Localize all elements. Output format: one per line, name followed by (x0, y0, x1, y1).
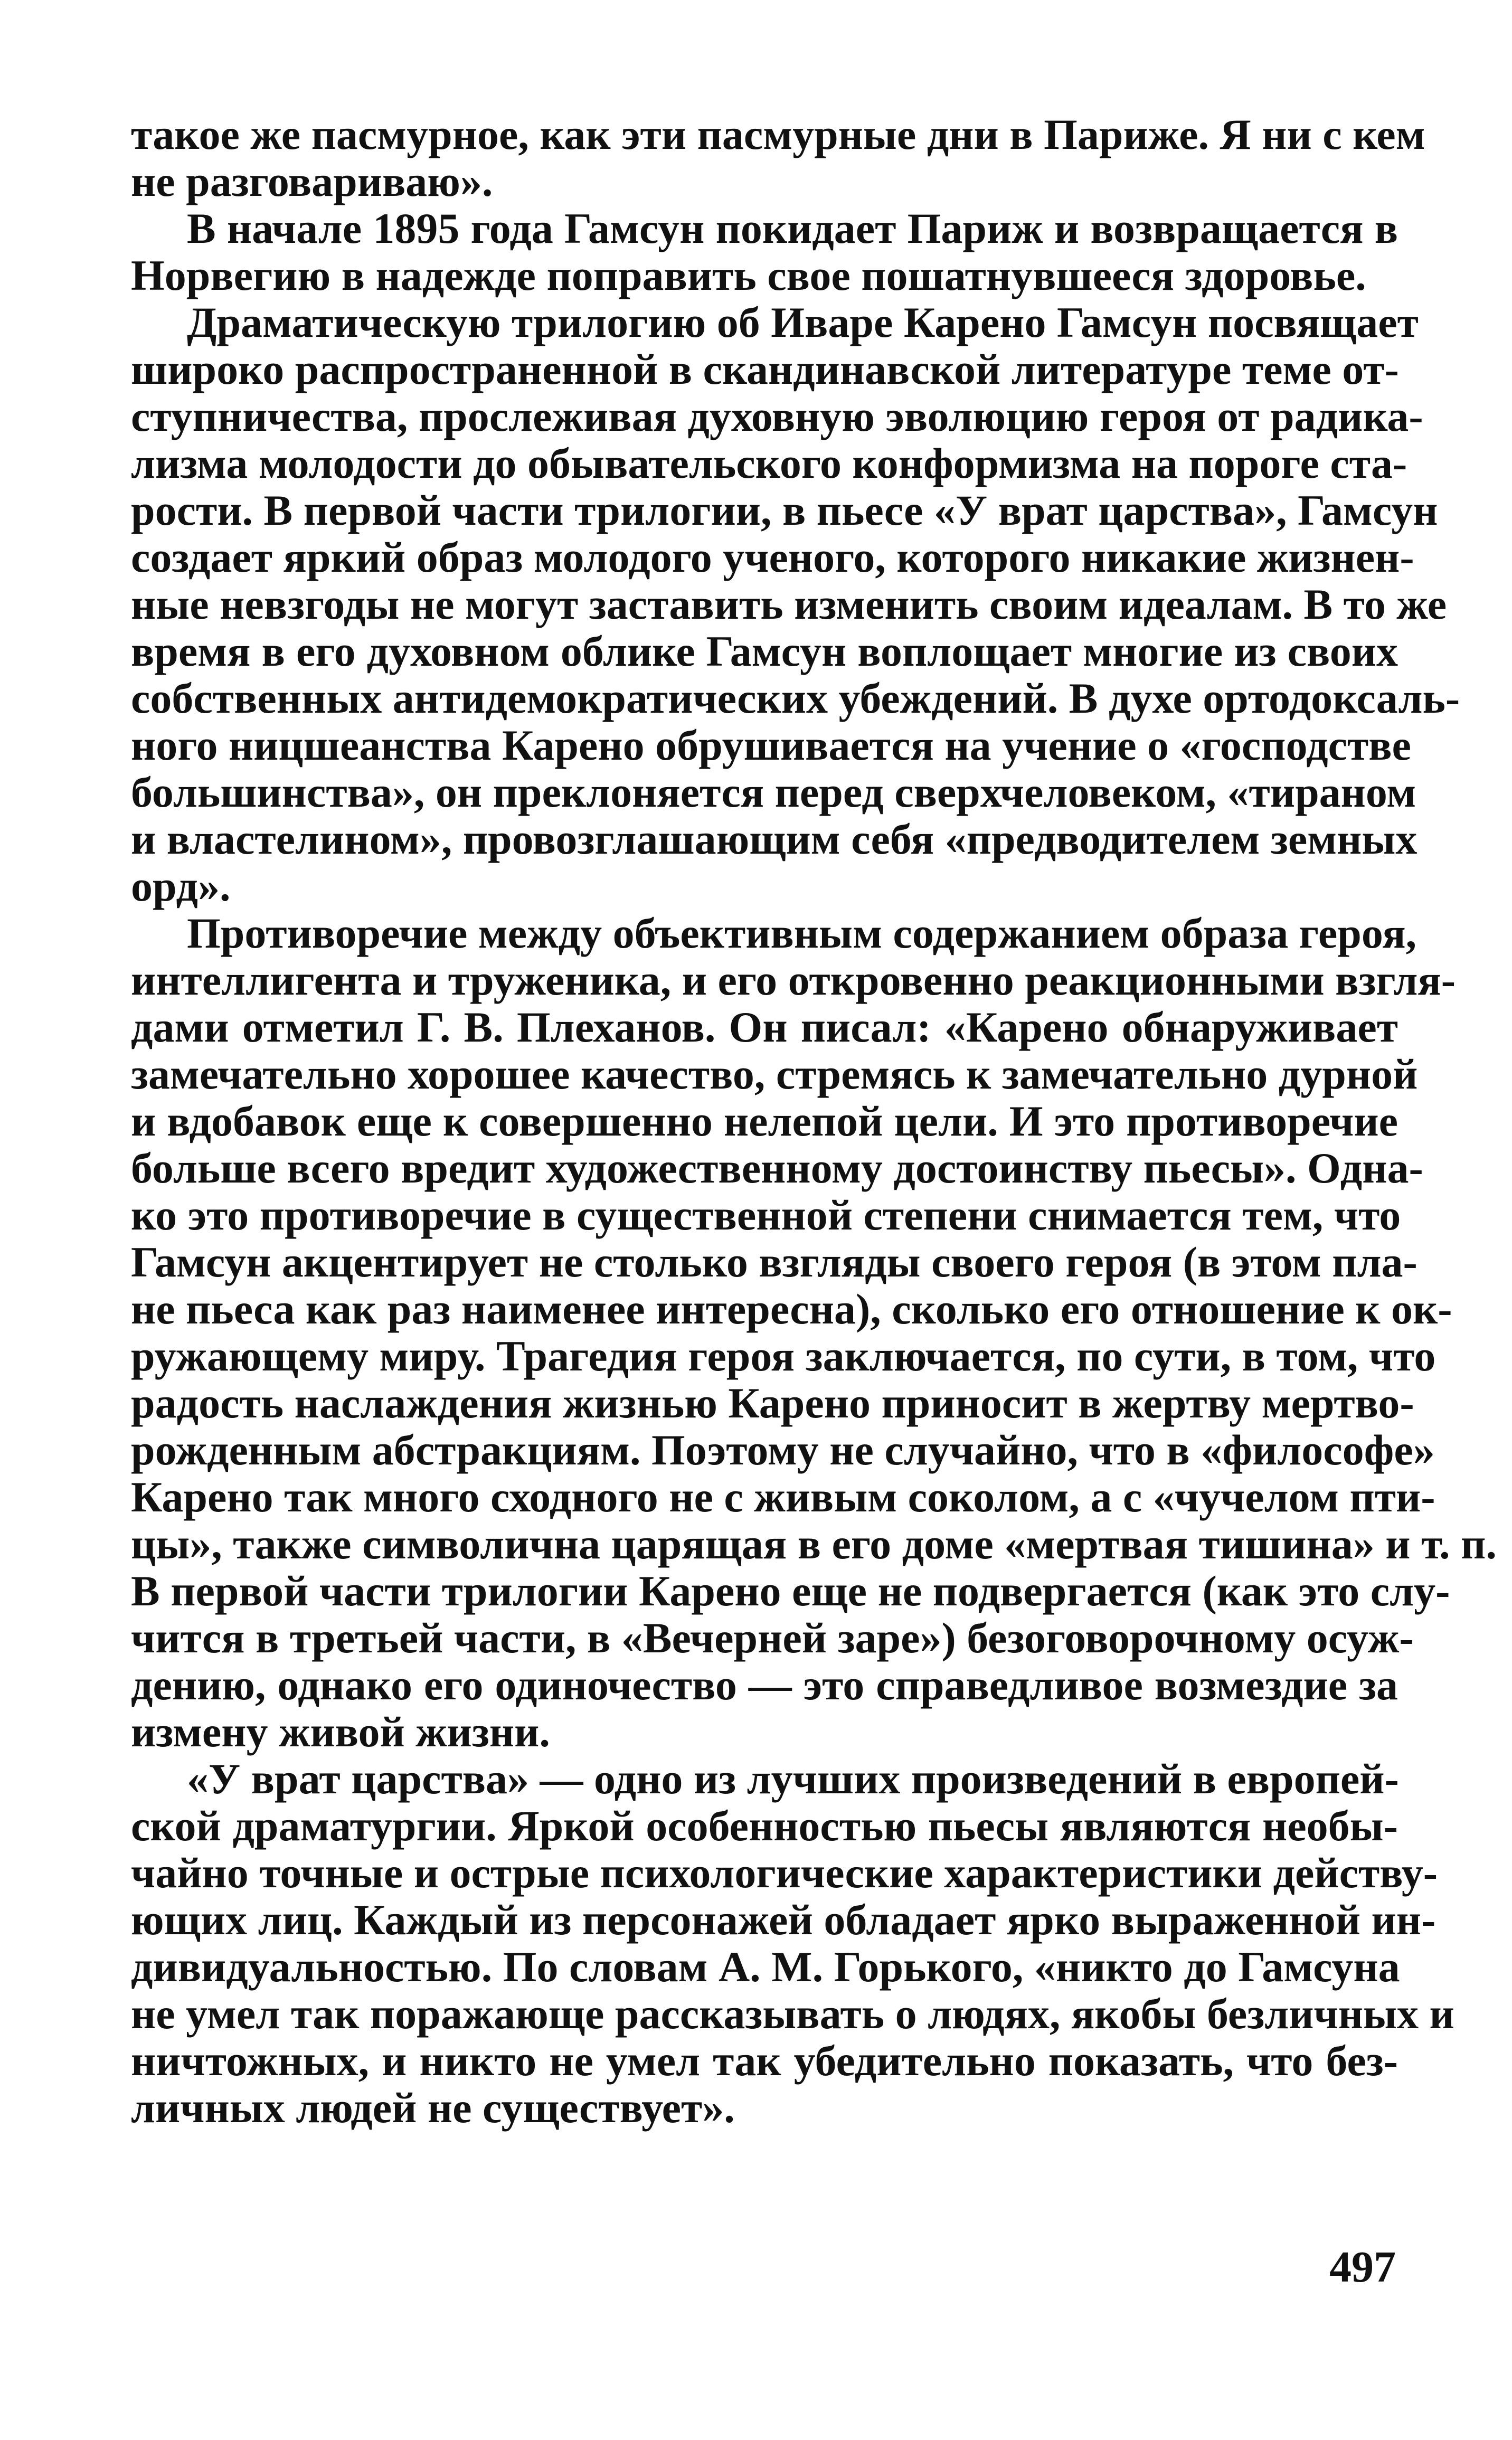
text-line: чайно точные и острые психологические характеристики действу- (131, 1849, 1438, 1897)
text-line: рожденным абстракциям. Поэтому не случайно, что в «философе» (131, 1426, 1435, 1474)
text-line: интеллигента и труженика, и его откровенно реакционными взгля- (131, 956, 1456, 1004)
text-line: и вдобавок еще к совершенно нелепой цели. И это противоречие (131, 1097, 1398, 1145)
text-line: больше всего вредит художественному достоинству пьесы». Одна- (131, 1144, 1423, 1192)
text-line: не умел так поражающе рассказывать о людях, якобы безличных и (131, 1990, 1454, 2038)
text-line: В начале 1895 года Гамсун покидает Париж и возвращается в (187, 204, 1398, 252)
text-line: ные невзгоды не могут заставить изменить своим идеалам. В то же (131, 580, 1447, 628)
text-line: измену живой жизни. (131, 1708, 550, 1756)
text-line: ской драматургии. Яркой особенностью пьесы являются необы- (131, 1802, 1398, 1850)
text-line: личных людей не существует». (131, 2084, 735, 2132)
text-line: дению, однако его одиночество — это справедливое возмездие за (131, 1661, 1398, 1709)
text-line: радость наслаждения жизнью Карено приносит в жертву мертво- (131, 1379, 1414, 1427)
text-line: В первой части трилогии Карено еще не подвергается (как это слу- (131, 1567, 1450, 1615)
text-line: Противоречие между объективным содержанием образа героя, (187, 909, 1417, 957)
text-line: цы», также символична царящая в его доме «мертвая тишина» и т. п. (131, 1520, 1497, 1568)
text-line: не разговариваю». (131, 157, 493, 205)
body-text (131, 110, 1497, 2132)
text-line: «У врат царства» — одно из лучших произведений в европей- (187, 1755, 1399, 1803)
text-line: ко это противоречие в существенной степени снимается тем, что (131, 1191, 1401, 1239)
text-line: не пьеса как раз наименее интересна), сколько его отношение к ок- (131, 1285, 1452, 1333)
text-line: такое же пасмурное, как эти пасмурные дни в Париже. Я ни с кем (131, 110, 1425, 158)
text-line: рости. В первой части трилогии, в пьесе «У врат царства», Гамсун (131, 486, 1438, 534)
text-line: чится в третьей части, в «Вечерней заре») безоговорочному осуж- (131, 1614, 1414, 1662)
text-line: и властелином», провозглашающим себя «предводителем земных (131, 815, 1418, 863)
text-line: Гамсун акцентирует не столько взгляды своего героя (в этом пла- (131, 1238, 1418, 1286)
text-line: широко распространенной в скандинавской литературе теме от- (131, 345, 1399, 393)
text-line: большинства», он преклоняется перед сверхчеловеком, «тираном (131, 768, 1416, 816)
text-line: собственных антидемократических убеждений. В духе ортодоксаль- (131, 674, 1460, 722)
text-line: ступничества, прослеживая духовную эволюцию героя от радика- (131, 392, 1423, 440)
text-line: дами отметил Г. В. Плеханов. Он писал: «Карено обнаруживает (131, 1003, 1398, 1051)
text-line: Норвегию в надежде поправить свое пошатнувшееся здоровье. (131, 251, 1366, 299)
text-line: Карено так много сходного не с живым соколом, а с «чучелом пти- (131, 1473, 1435, 1521)
text-line: время в его духовном облике Гамсун воплощает многие из своих (131, 627, 1398, 675)
text-line: создает яркий образ молодого ученого, которого никакие жизнен- (131, 533, 1414, 581)
text-line: ного ницшеанства Карено обрушивается на учение о «господстве (131, 721, 1411, 769)
page-number: 497 (1329, 2243, 1396, 2292)
text-line: Драматическую трилогию об Иваре Карено Гамсун посвящает (187, 298, 1419, 346)
text-line: ющих лиц. Каждый из персонажей обладает ярко выраженной ин- (131, 1896, 1436, 1944)
text-line: лизма молодости до обывательского конформизма на пороге ста- (131, 439, 1407, 487)
text-line: замечательно хорошее качество, стремясь к замечательно дурной (131, 1050, 1418, 1098)
text-line: дивидуальностью. По словам А. М. Горького, «никто до Гамсуна (131, 1943, 1400, 1991)
text-line: ничтожных, и никто не умел так убедительно показать, что без- (131, 2037, 1398, 2085)
text-line: ружающему миру. Трагедия героя заключается, по сути, в том, что (131, 1332, 1436, 1380)
text-line: орд». (131, 862, 231, 910)
